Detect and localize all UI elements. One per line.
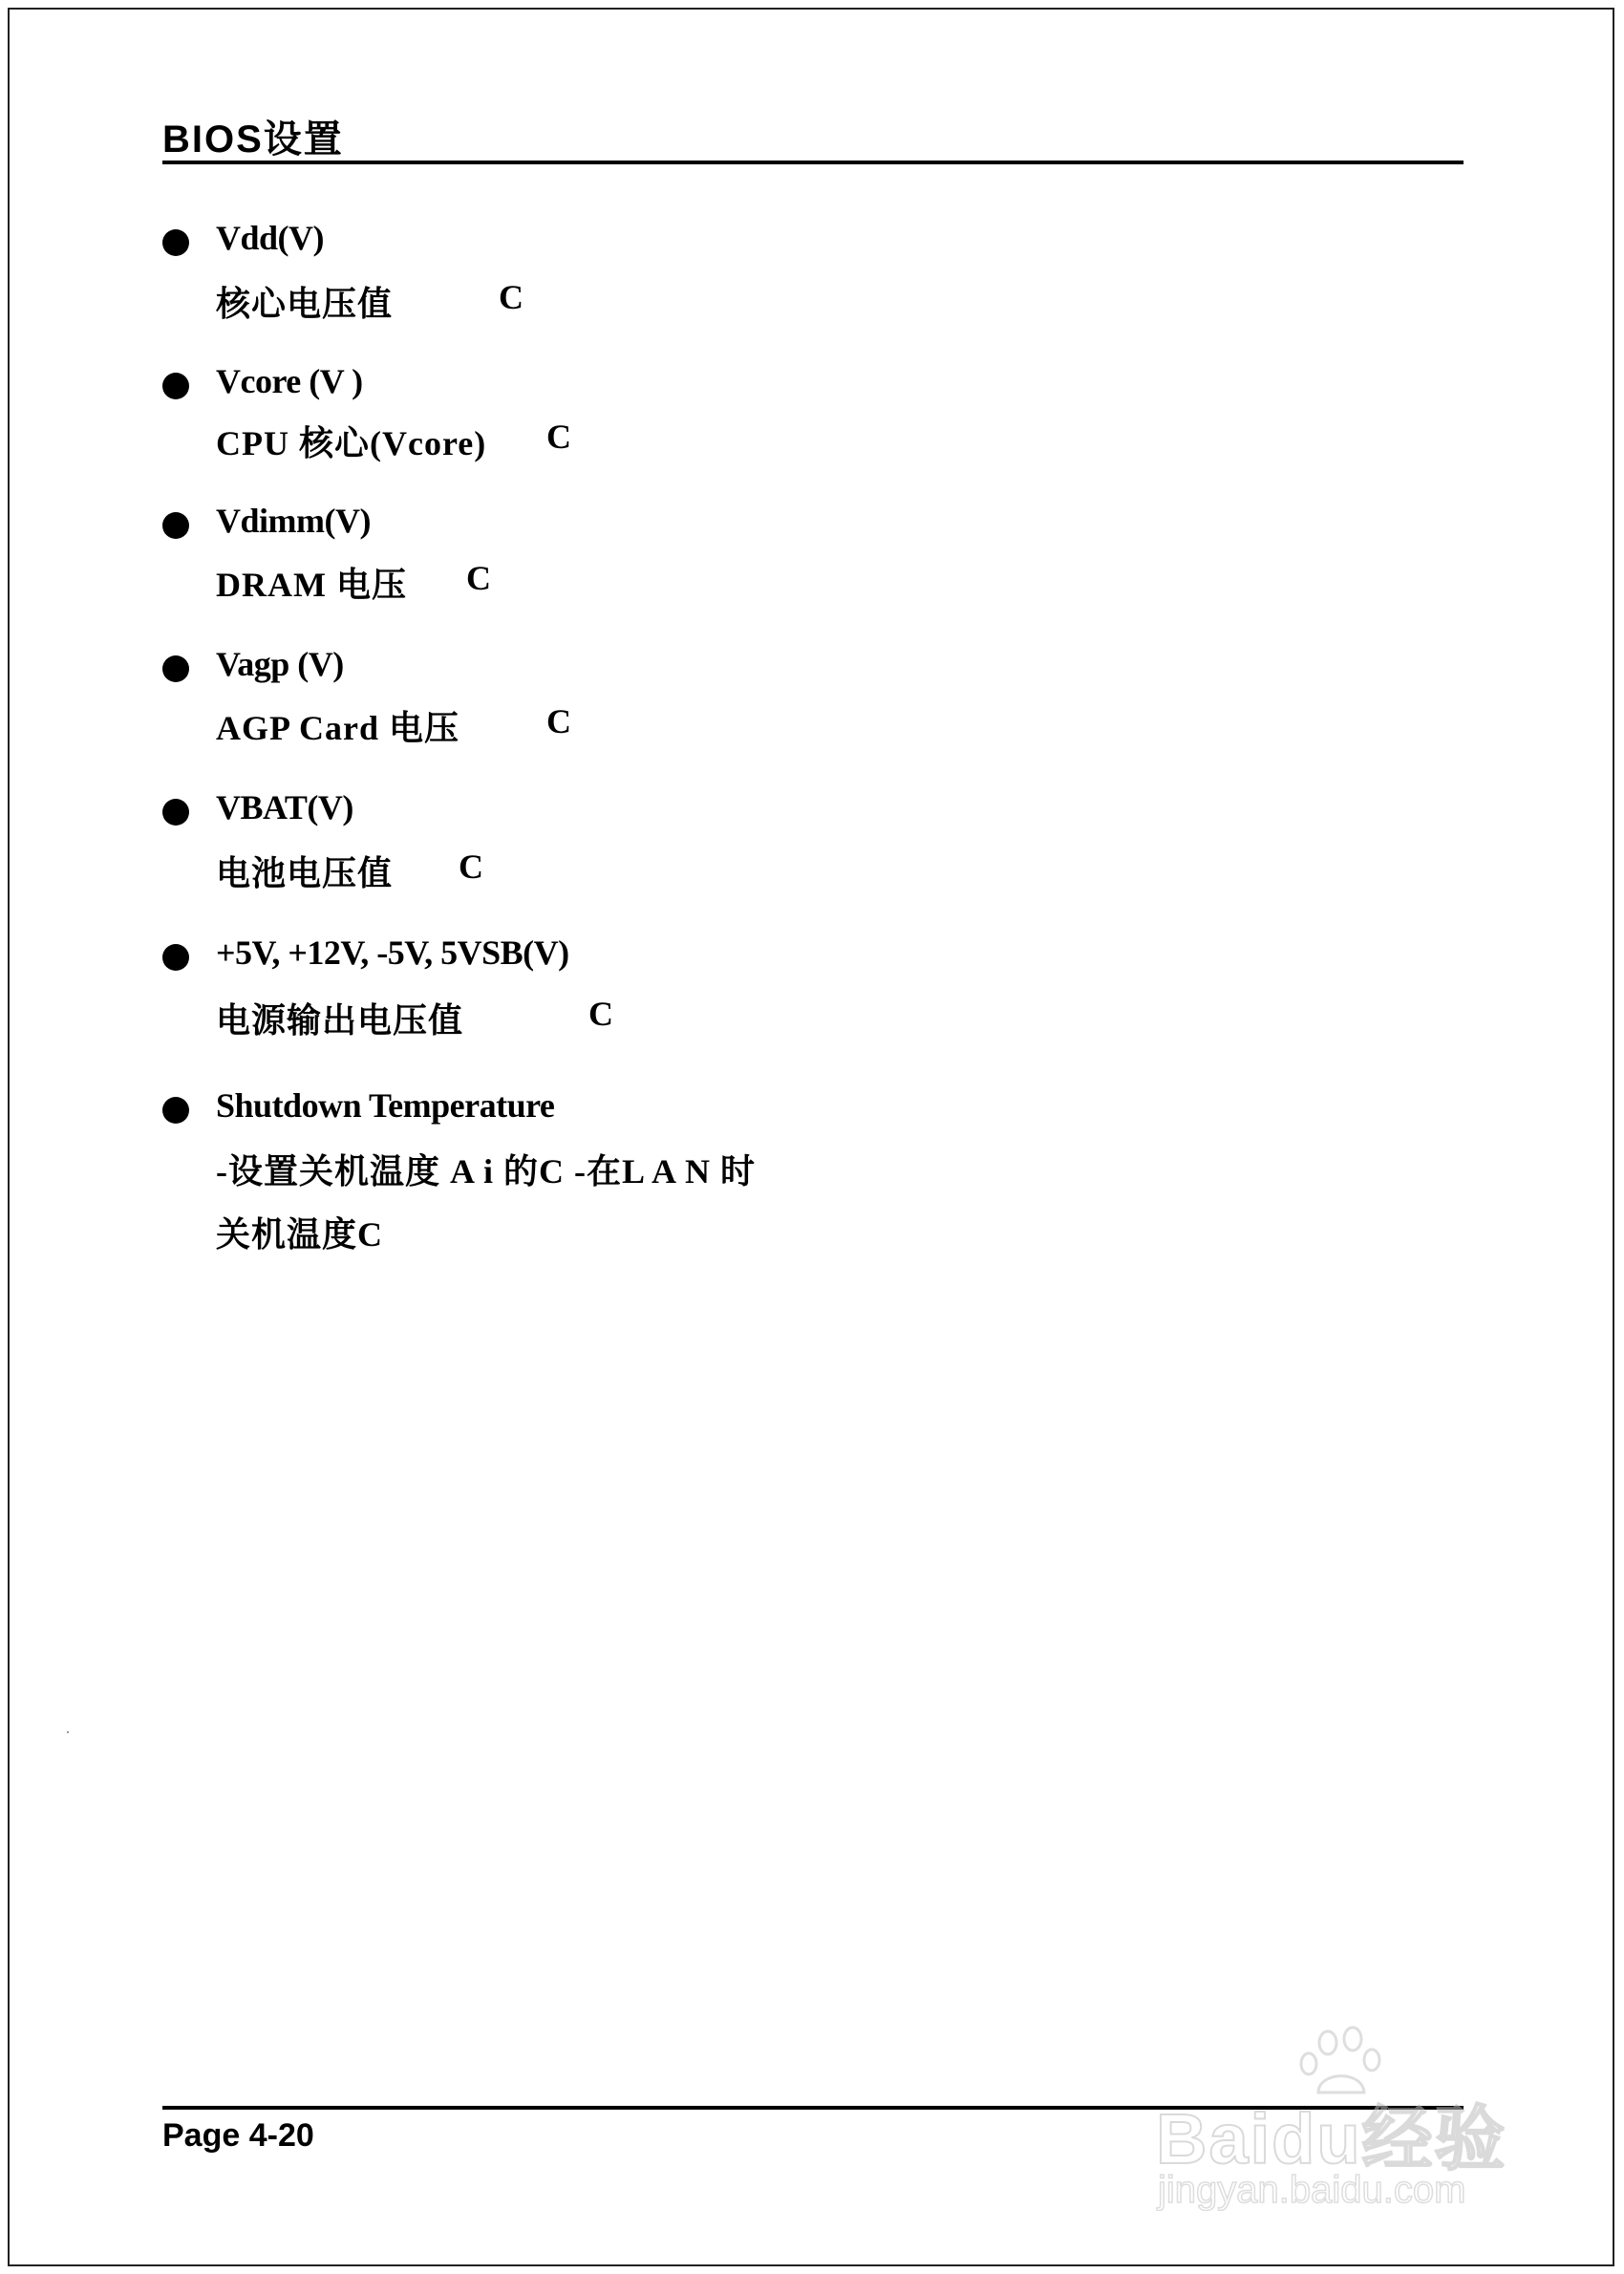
bullet-icon (162, 944, 189, 971)
page-title: BIOS设置 (162, 118, 344, 161)
item-desc-text: 电池电压值 (216, 854, 394, 892)
scan-speck (67, 1731, 69, 1733)
list-item (162, 644, 1404, 749)
bullet-icon (162, 512, 189, 539)
list-item (162, 933, 1404, 1038)
item-title: +5V, +12V, -5V, 5VSB(V) (216, 933, 569, 972)
list-item (162, 1085, 1404, 1257)
item-desc (216, 994, 614, 1042)
item-desc-text: 电源输出电压值 (216, 1001, 464, 1040)
header-divider (162, 161, 1464, 164)
item-desc (216, 847, 484, 895)
watermark-brand: Baidu经验 (1156, 2099, 1507, 2178)
bullet-icon (162, 655, 189, 682)
item-title: Vdd(V) (216, 219, 325, 257)
bullet-icon (162, 229, 189, 256)
item-value: C (459, 847, 484, 886)
item-desc: -设置关机温度 A i 的C -在L A N 时 (216, 1152, 757, 1191)
bullet-icon (162, 1097, 189, 1124)
list-item (162, 218, 1404, 323)
item-title: VBAT(V) (216, 788, 353, 826)
bullet-icon (162, 799, 189, 826)
item-title: Vagp (V) (216, 645, 344, 683)
item-title: Shutdown Temperature (216, 1086, 555, 1125)
item-value: C (546, 418, 572, 456)
watermark (1146, 2026, 1538, 2217)
item-value: C (357, 1215, 384, 1254)
item-value: C (499, 278, 524, 316)
item-desc (216, 558, 492, 607)
item-desc-text: 关机温度 (216, 1215, 358, 1254)
item-desc-text: DRAM 电压 (216, 566, 407, 604)
item-desc (216, 701, 572, 750)
page-number: Page 4-20 (162, 2117, 314, 2154)
item-desc-text: AGP Card 电压 (216, 709, 460, 747)
list-item (162, 501, 1404, 606)
item-value: C (466, 559, 492, 597)
item-desc (216, 277, 524, 326)
item-desc-text: CPU 核心(Vcore) (216, 424, 487, 462)
item-desc-line2 (216, 1208, 383, 1256)
item-desc (216, 417, 572, 465)
item-desc-text: 核心电压值 (216, 285, 394, 323)
item-value: C (588, 995, 614, 1033)
item-title: Vdimm(V) (216, 502, 371, 540)
list-item (162, 361, 1404, 466)
watermark-url: jingyan.baidu.com (1158, 2169, 1466, 2211)
bullet-icon (162, 373, 189, 399)
item-value: C (546, 702, 572, 740)
item-title: Vcore (V ) (216, 362, 363, 400)
list-item (162, 787, 1404, 892)
